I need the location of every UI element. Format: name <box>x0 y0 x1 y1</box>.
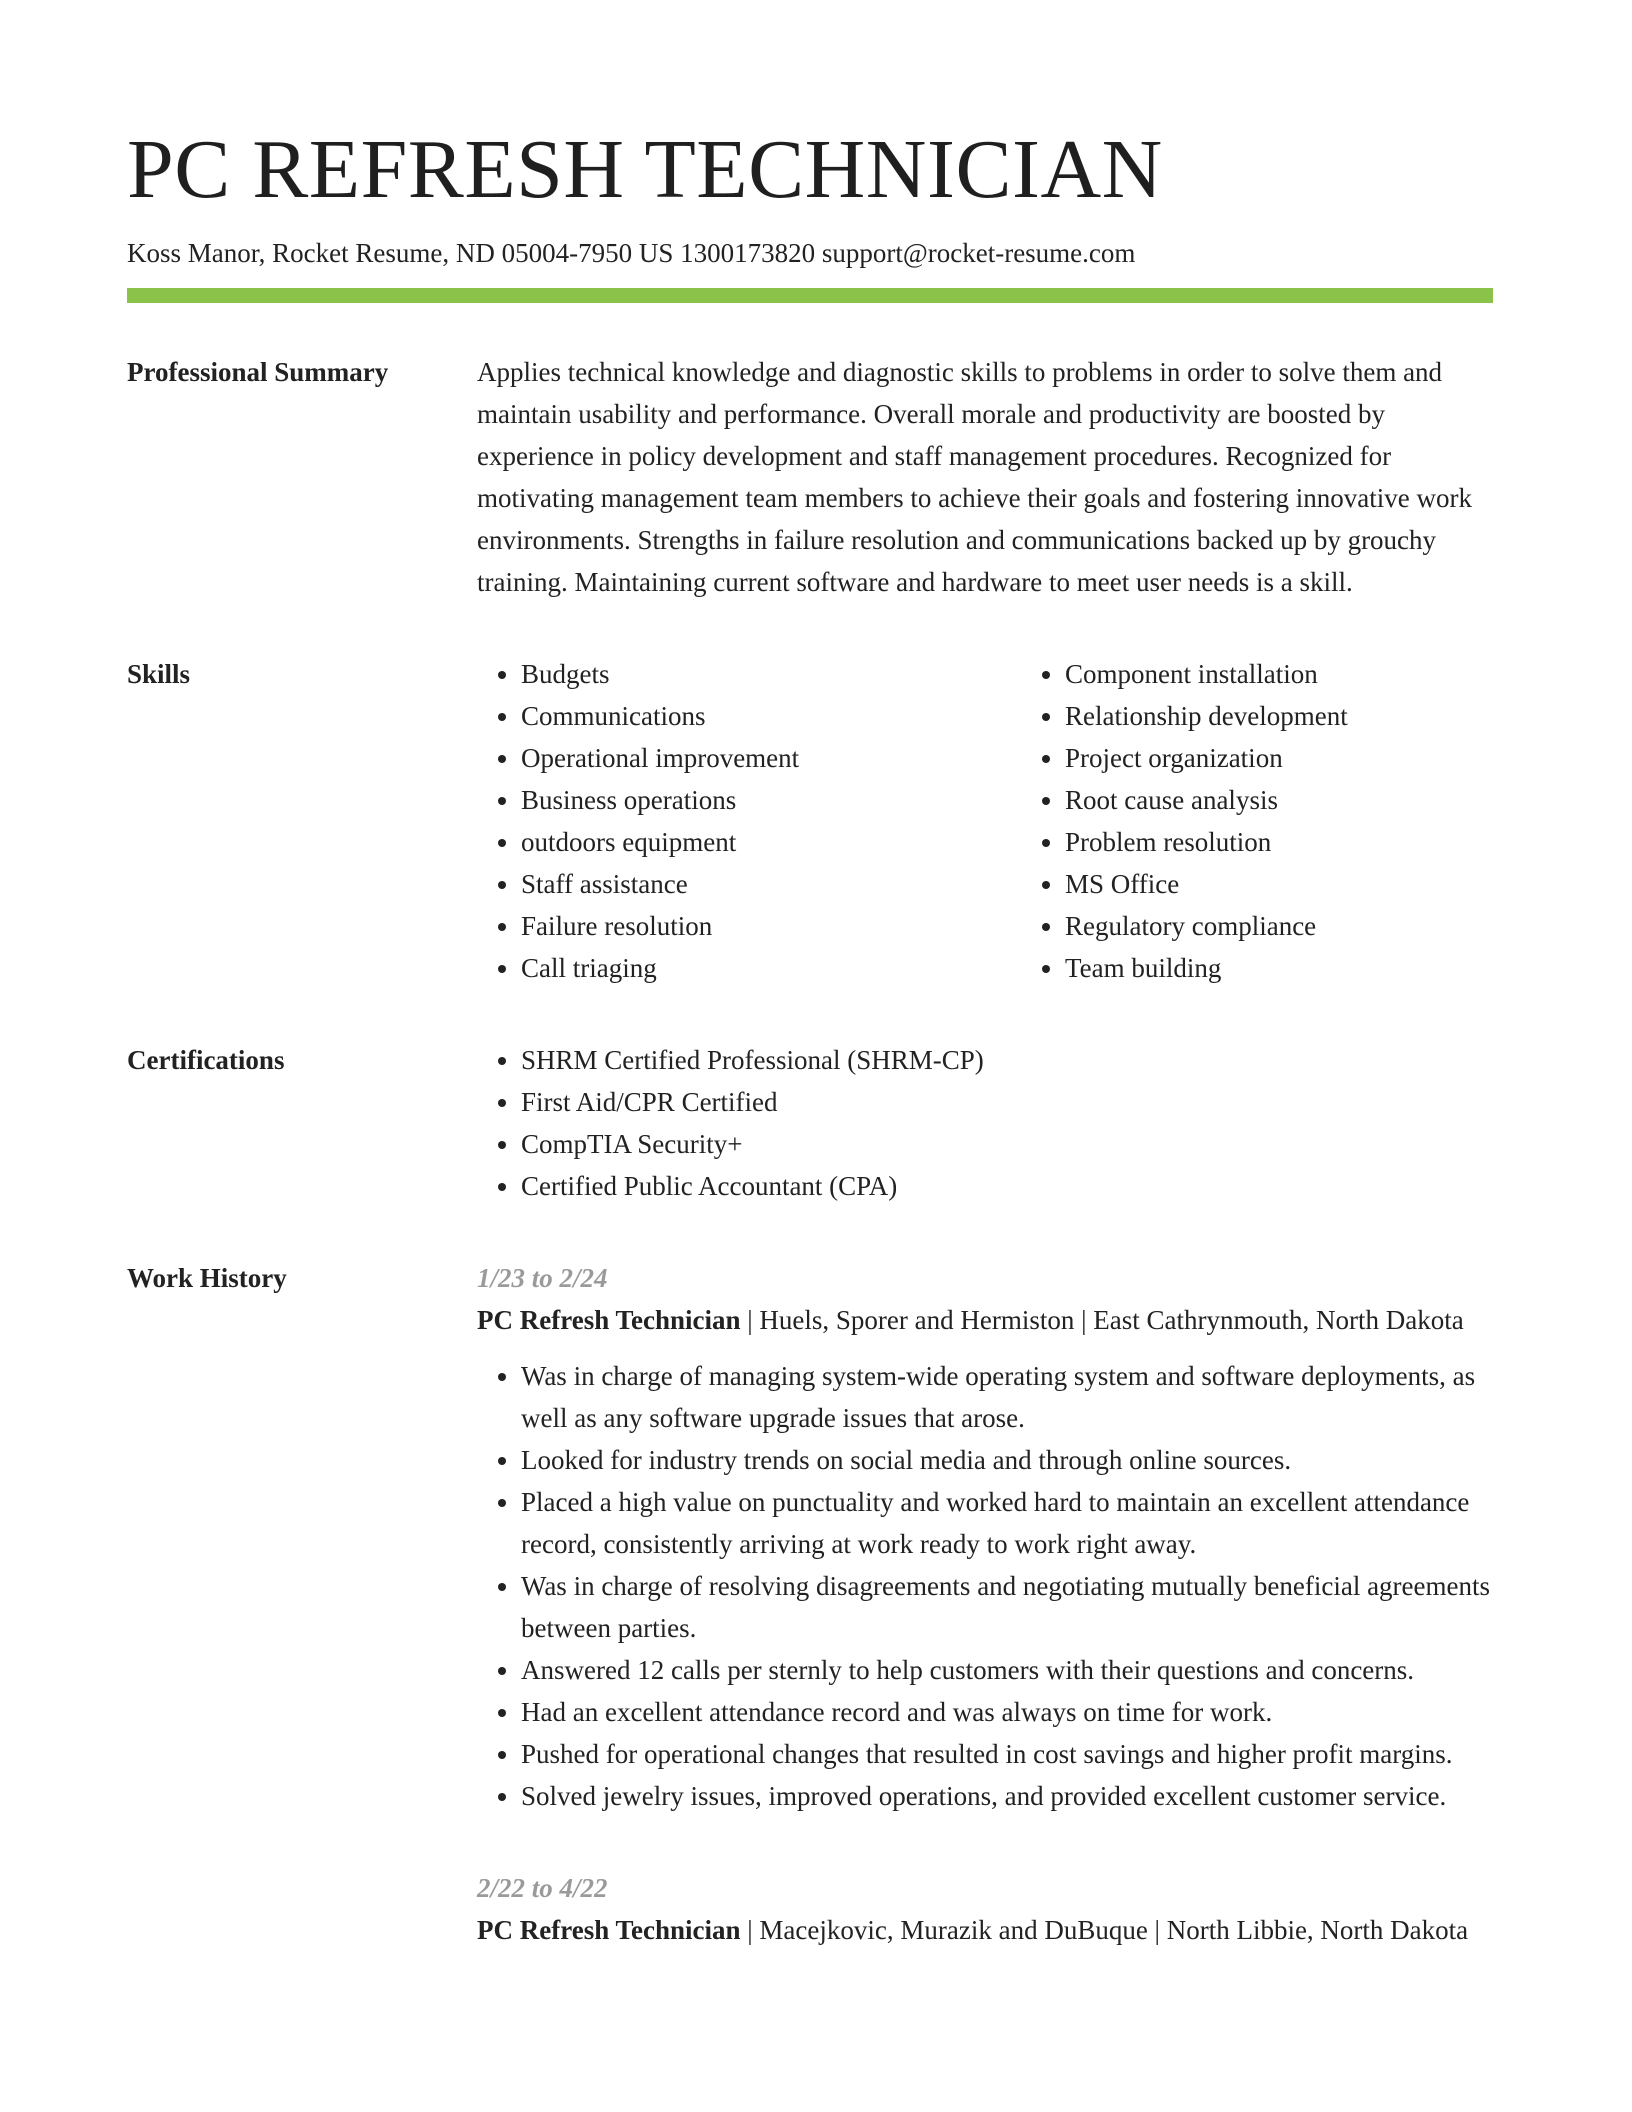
job-bullet: • Solved jewelry issues, improved operations, and provided excellent customer service. <box>521 1775 1493 1817</box>
job-bullet: • Was in charge of resolving disagreements and negotiating mutually beneficial agreements between parties. <box>521 1565 1493 1649</box>
skill-item: • outdoors equipment <box>521 821 1021 863</box>
skills-body <box>477 653 1565 989</box>
skill-item: • Call triaging <box>521 947 1021 989</box>
certification-item: • First Aid/CPR Certified <box>521 1081 1493 1123</box>
work-section <box>127 1257 1493 2001</box>
skill-item: • Team building <box>1065 947 1565 989</box>
certifications-section <box>127 1039 1493 1207</box>
skill-item: • Relationship development <box>1065 695 1565 737</box>
skills-list-right <box>1021 653 1565 989</box>
certification-item: • CompTIA Security+ <box>521 1123 1493 1165</box>
certification-item: • SHRM Certified Professional (SHRM-CP) <box>521 1039 1493 1081</box>
job-title: PC Refresh Technician <box>477 1305 741 1335</box>
job-entry <box>477 1257 1493 1817</box>
skill-item: • Communications <box>521 695 1021 737</box>
skill-item: • Regulatory compliance <box>1065 905 1565 947</box>
summary-label: Professional Summary <box>127 357 389 387</box>
skills-label: Skills <box>127 659 191 689</box>
job-details: | Macejkovic, Murazik and DuBuque | North Libbie, North Dakota <box>740 1915 1469 1945</box>
job-title: PC Refresh Technician <box>477 1915 741 1945</box>
resume-page <box>127 118 1493 2001</box>
job-entry <box>477 1867 1493 1951</box>
skill-item: • Component installation <box>1065 653 1565 695</box>
skill-item: • Project organization <box>1065 737 1565 779</box>
contact-line: Koss Manor, Rocket Resume, ND 05004-7950 US 1300173820 support@rocket-resume.com <box>127 238 1136 268</box>
job-bullets <box>477 1355 1493 1817</box>
skill-item: • Failure resolution <box>521 905 1021 947</box>
job-bullet: • Pushed for operational changes that resulted in cost savings and higher profit margins. <box>521 1733 1493 1775</box>
accent-rule <box>127 288 1493 303</box>
skills-list-left <box>477 653 1021 989</box>
job-dates: 1/23 to 2/24 <box>477 1263 608 1293</box>
certifications-label: Certifications <box>127 1045 285 1075</box>
summary-body <box>477 351 1493 603</box>
job-bullet: • Looked for industry trends on social media and through online sources. <box>521 1439 1493 1481</box>
job-bullet: • Answered 12 calls per sternly to help customers with their questions and concerns. <box>521 1649 1493 1691</box>
job-bullet: • Was in charge of managing system-wide operating system and software deployments, as well as any software upgrade issues that arose. <box>521 1355 1493 1439</box>
skills-section <box>127 653 1493 989</box>
job-details: | Huels, Sporer and Hermiston | East Cathrynmouth, North Dakota <box>740 1305 1464 1335</box>
skill-item: • MS Office <box>1065 863 1565 905</box>
job-dates: 2/22 to 4/22 <box>477 1873 608 1903</box>
certifications-body <box>477 1039 1493 1207</box>
skill-item: • Staff assistance <box>521 863 1021 905</box>
resume-name: PC REFRESH TECHNICIAN <box>127 123 1163 216</box>
certification-item: • Certified Public Accountant (CPA) <box>521 1165 1493 1207</box>
skill-item: • Operational improvement <box>521 737 1021 779</box>
skill-item: • Budgets <box>521 653 1021 695</box>
job-heading <box>477 1299 1493 1341</box>
job-bullet: • Had an excellent attendance record and was always on time for work. <box>521 1691 1493 1733</box>
job-bullet: • Placed a high value on punctuality and worked hard to maintain an excellent attendance record, consistently arriving at work ready to work right away. <box>521 1481 1493 1565</box>
skill-item: • Business operations <box>521 779 1021 821</box>
work-body <box>477 1257 1493 2001</box>
skill-item: • Problem resolution <box>1065 821 1565 863</box>
job-heading <box>477 1909 1493 1951</box>
summary-section <box>127 351 1493 603</box>
work-label: Work History <box>127 1263 287 1293</box>
summary-text: Applies technical knowledge and diagnostic skills to problems in order to solve them and maintain usability and performance. Overall morale and productivity are boosted by experience in policy development and staff management procedures. Recognized for motivating management team members to achieve their goals and fostering innovative work environments. Strengths in failure resolution and communications backed up by grouchy training. Maintaining current software and hardware to meet user needs is a skill. <box>477 357 1472 597</box>
certifications-list <box>477 1039 1493 1207</box>
skill-item: • Root cause analysis <box>1065 779 1565 821</box>
